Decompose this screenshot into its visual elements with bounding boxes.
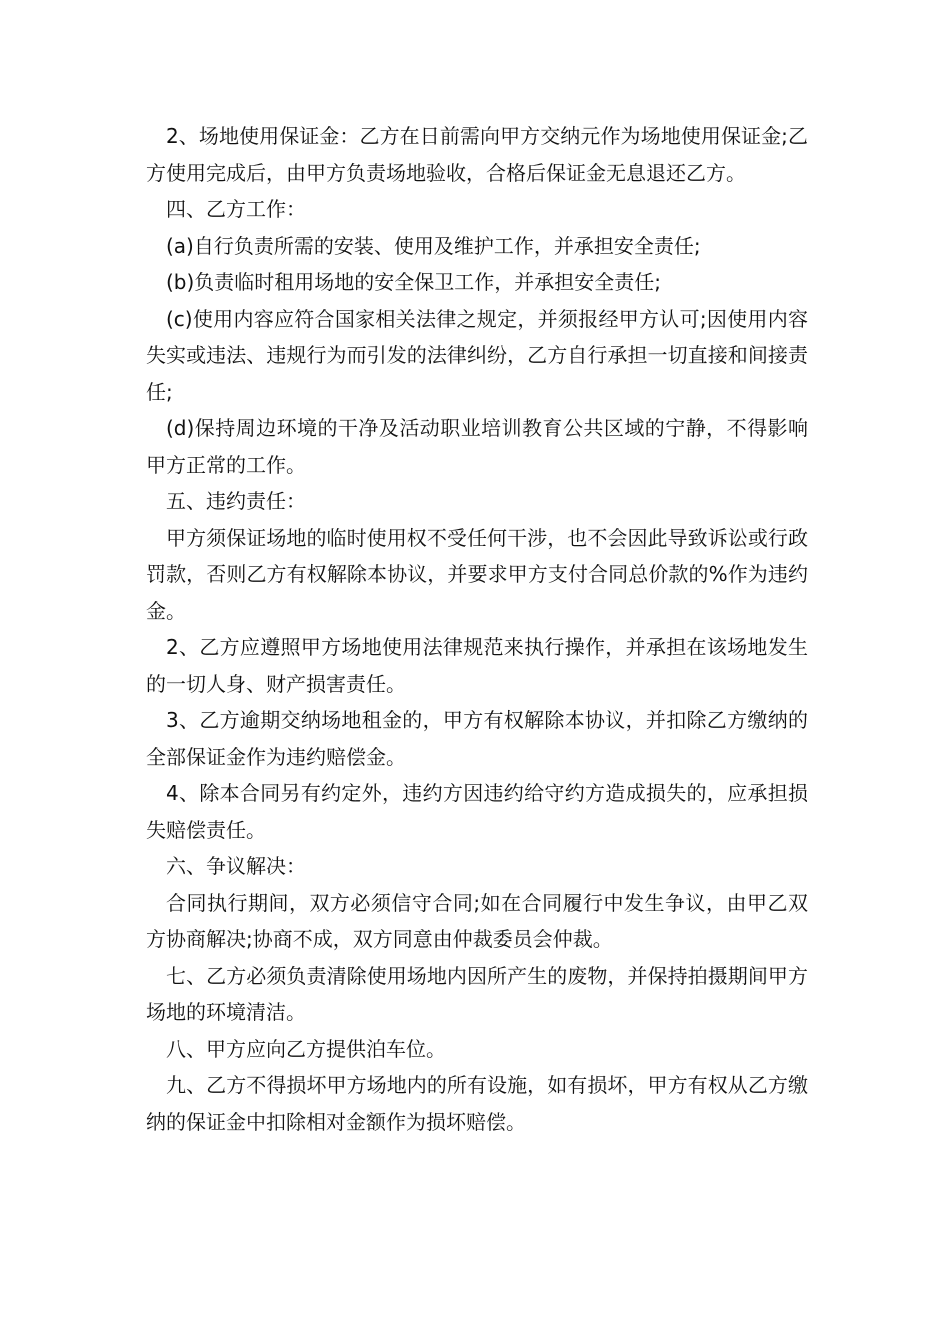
heading-party-b-work: 四、乙方工作： [166, 197, 306, 221]
heading-dispute-resolution: 六、争议解决： [166, 854, 306, 878]
paragraph-item-b: (b)负责临时租用场地的安全保卫工作，并承担安全责任; [166, 270, 662, 294]
paragraph-breach-2: 2、乙方应遵照甲方场地使用法律规范来执行操作，并承担在该场地发生的一切人身、财产损害责任。 [146, 635, 808, 696]
paragraph-breach-4: 4、除本合同另有约定外，违约方因违约给守约方造成损失的，应承担损失赔偿责任。 [146, 781, 808, 842]
paragraph-breach-1: 甲方须保证场地的临时使用权不受任何干涉，也不会因此导致诉讼或行政罚款，否则乙方有权解除本协议，并要求甲方支付合同总价款的%作为违约金。 [146, 525, 808, 623]
paragraph-deposit: 2、场地使用保证金：乙方在日前需向甲方交纳元作为场地使用保证金;乙方使用完成后，由甲方负责场地验收，合格后保证金无息退还乙方。 [146, 124, 808, 185]
paragraph-dispute: 合同执行期间，双方必须信守合同;如在合同履行中发生争议，由甲乙双方协商解决;协商不成，双方同意由仲裁委员会仲裁。 [146, 890, 808, 951]
paragraph-item-a: (a)自行负责所需的安装、使用及维护工作，并承担安全责任; [166, 233, 701, 258]
paragraph-item-c: (c)使用内容应符合国家相关法律之规定，并须报经甲方认可;因使用内容失实或违法、违规行为而引发的法律纠纷，乙方自行承担一切直接和间接责任; [146, 306, 808, 404]
document-body [146, 118, 808, 1140]
heading-breach-liability: 五、违约责任： [166, 489, 306, 513]
paragraph-item-d: (d)保持周边环境的干净及活动职业培训教育公共区域的宁静，不得影响甲方正常的工作。 [146, 416, 808, 477]
paragraph-clause-eight: 八、甲方应向乙方提供泊车位。 [166, 1036, 446, 1061]
paragraph-clause-seven: 七、乙方必须负责清除使用场地内因所产生的废物，并保持拍摄期间甲方场地的环境清洁。 [146, 963, 808, 1024]
paragraph-breach-3: 3、乙方逾期交纳场地租金的，甲方有权解除本协议，并扣除乙方缴纳的全部保证金作为违约赔偿金。 [146, 708, 808, 769]
paragraph-clause-nine: 九、乙方不得损坏甲方场地内的所有设施，如有损坏，甲方有权从乙方缴纳的保证金中扣除相对金额作为损坏赔偿。 [146, 1073, 808, 1134]
